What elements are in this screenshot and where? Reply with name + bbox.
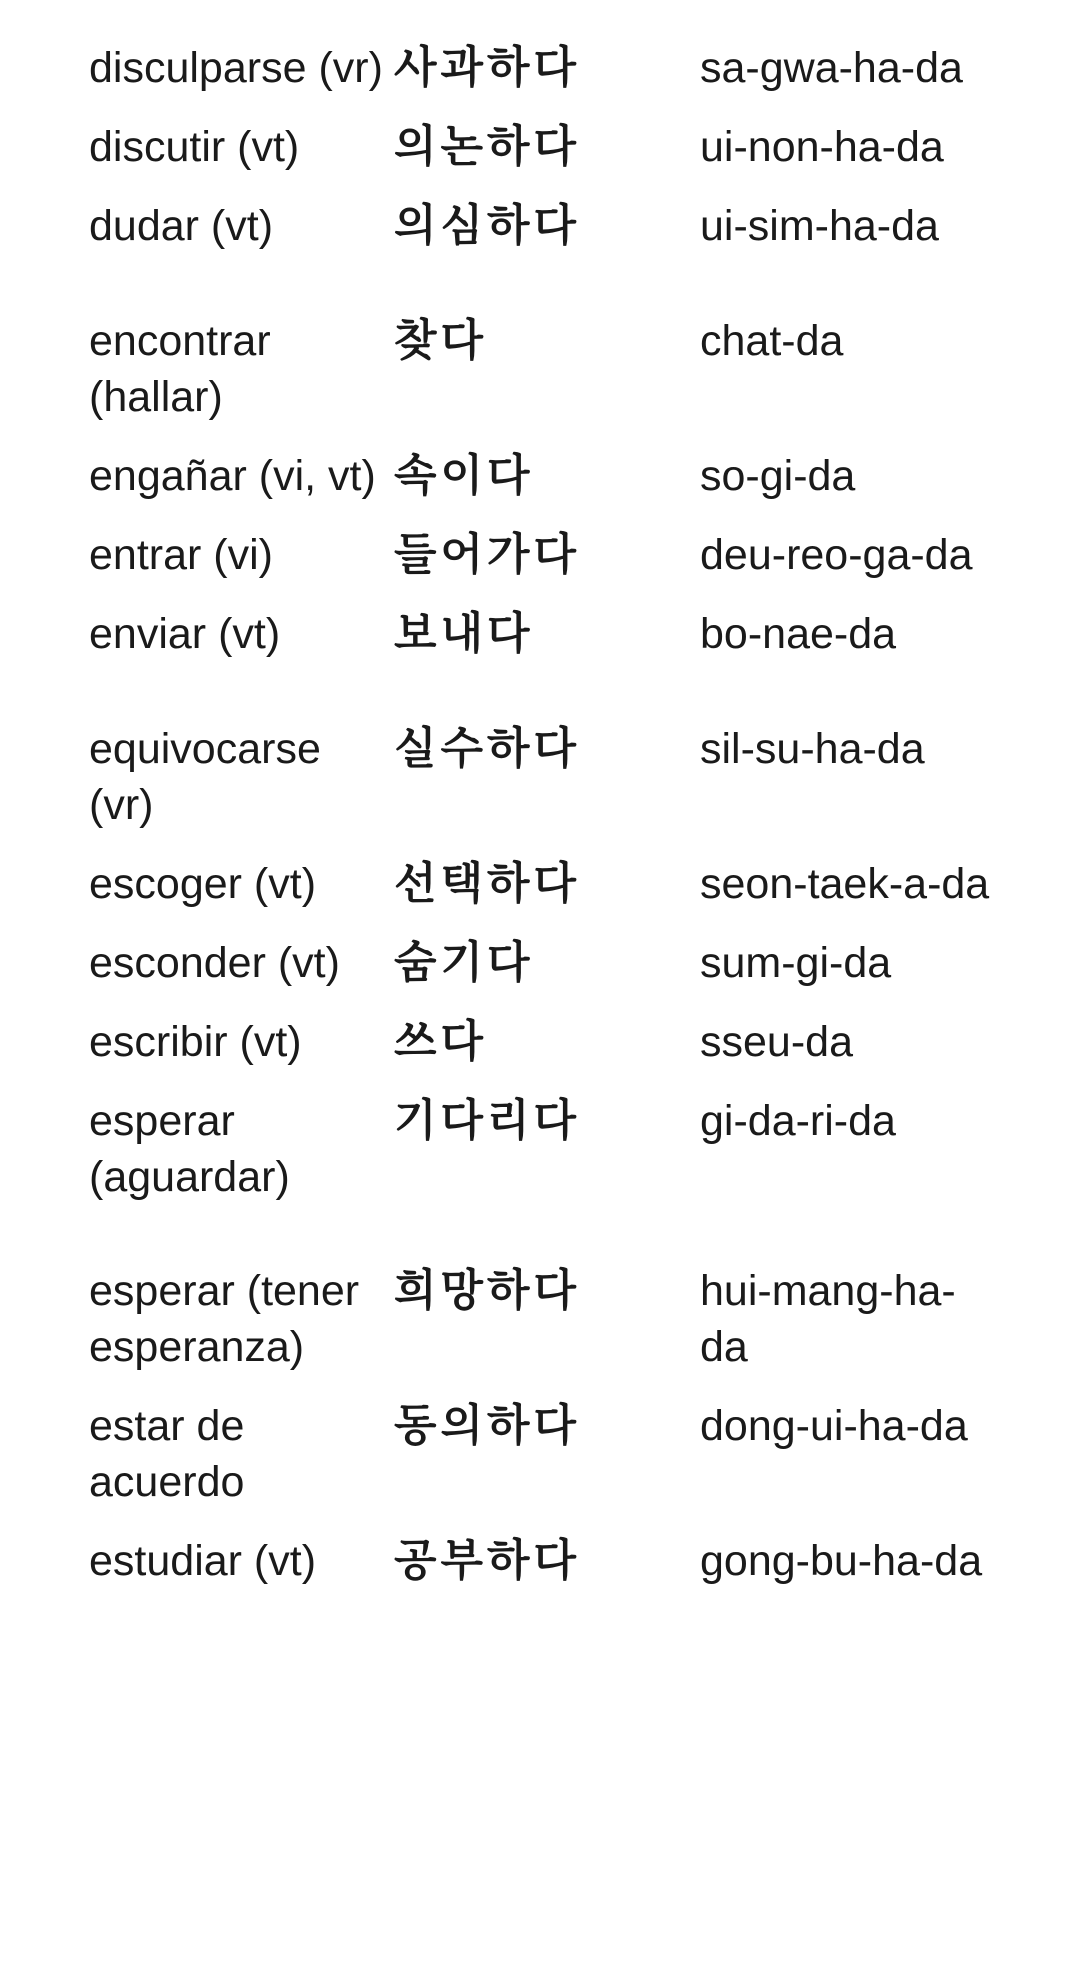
vocab-row [89, 1533, 1049, 1589]
spanish-term: esperar (aguardar) [89, 1097, 290, 1201]
romanization: ui-sim-ha-da [700, 202, 939, 250]
romanization: gong-bu-ha-da [700, 1537, 983, 1585]
vocab-row [89, 198, 1049, 254]
romanization: sa-gwa-ha-da [700, 44, 963, 92]
romanization: hui-mang-ha-da [700, 1267, 956, 1371]
spanish-term: disculparse (vr) [89, 44, 383, 92]
korean-term: 의논하다 [394, 121, 581, 172]
spanish-term: enviar (vt) [89, 610, 281, 658]
spanish-term: esconder (vt) [89, 939, 340, 987]
romanization: ui-non-ha-da [700, 123, 944, 171]
vocab-row [89, 448, 1049, 504]
spanish-term: dudar (vt) [89, 202, 274, 250]
spanish-term: equivocarse (vr) [89, 725, 321, 829]
vocab-row [89, 1093, 1049, 1205]
korean-term: 기다리다 [394, 1095, 581, 1146]
vocab-row [89, 935, 1049, 991]
korean-term: 실수하다 [394, 723, 581, 774]
vocab-row [89, 40, 1049, 96]
korean-term: 찾다 [394, 315, 488, 366]
korean-term: 들어가다 [394, 529, 581, 580]
vocab-row [89, 1263, 1049, 1375]
romanization: bo-nae-da [700, 610, 897, 658]
romanization: dong-ui-ha-da [700, 1402, 968, 1450]
korean-term: 쓰다 [394, 1016, 488, 1067]
romanization: gi-da-ri-da [700, 1097, 896, 1145]
vocab-row [89, 527, 1049, 583]
vocab-row [89, 856, 1049, 912]
spanish-term: esperar (tener esperanza) [89, 1267, 360, 1371]
romanization: so-gi-da [700, 452, 856, 500]
vocab-row [89, 1014, 1049, 1070]
korean-term: 의심하다 [394, 200, 581, 251]
spanish-term: encontrar (hallar) [89, 317, 271, 421]
korean-term: 공부하다 [394, 1535, 581, 1586]
korean-term: 숨기다 [394, 937, 534, 988]
korean-term: 선택하다 [394, 858, 581, 909]
spanish-term: discutir (vt) [89, 123, 300, 171]
spanish-term: escoger (vt) [89, 860, 317, 908]
vocab-row [89, 721, 1049, 833]
korean-term: 보내다 [394, 608, 534, 659]
korean-term: 동의하다 [394, 1400, 581, 1451]
spanish-term: engañar (vi, vt) [89, 452, 376, 500]
romanization: sseu-da [700, 1018, 853, 1066]
korean-term: 사과하다 [394, 42, 581, 93]
korean-term: 속이다 [394, 450, 534, 501]
vocab-row [89, 606, 1049, 662]
spanish-term: estudiar (vt) [89, 1537, 317, 1585]
romanization: chat-da [700, 317, 844, 365]
romanization: sum-gi-da [700, 939, 892, 987]
romanization: seon-taek-a-da [700, 860, 990, 908]
spanish-term: entrar (vi) [89, 531, 273, 579]
vocab-row [89, 1398, 1049, 1510]
vocabulary-list [89, 40, 1049, 1589]
romanization: sil-su-ha-da [700, 725, 925, 773]
spanish-term: estar de acuerdo [89, 1402, 245, 1506]
vocab-row [89, 119, 1049, 175]
romanization: deu-reo-ga-da [700, 531, 973, 579]
spanish-term: escribir (vt) [89, 1018, 302, 1066]
vocab-row [89, 313, 1049, 425]
korean-term: 희망하다 [394, 1265, 581, 1316]
